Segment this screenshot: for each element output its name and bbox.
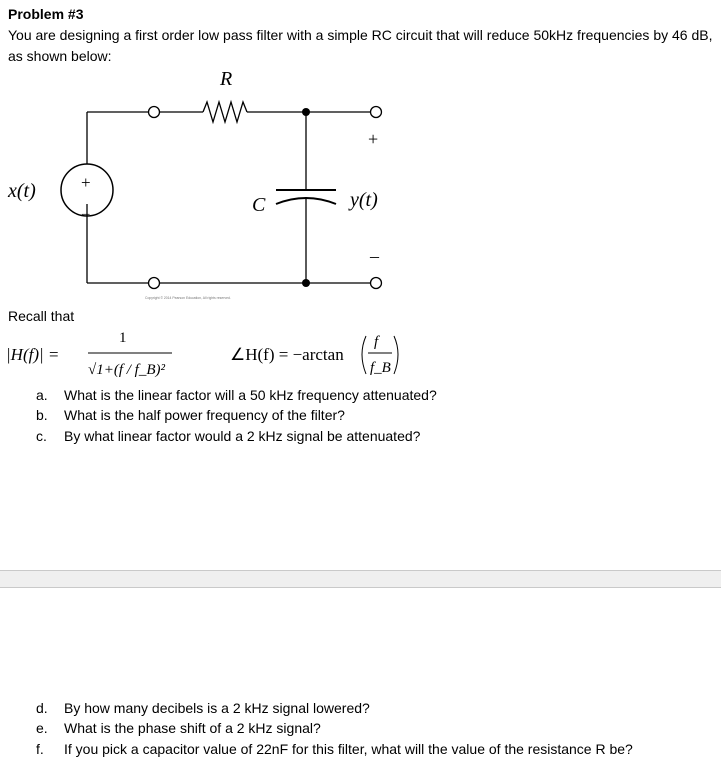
question-text: By what linear factor would a 2 kHz signal be attenuated? bbox=[64, 428, 421, 444]
question-b bbox=[36, 407, 345, 423]
magnitude-numerator: 1 bbox=[119, 330, 127, 346]
question-d bbox=[36, 700, 370, 716]
output-terminal-plus bbox=[371, 107, 382, 118]
question-text: What is the half power frequency of the filter? bbox=[64, 407, 345, 423]
question-letter: b. bbox=[36, 407, 48, 423]
output-plus-sign: + bbox=[368, 129, 379, 149]
source-plus-sign: + bbox=[81, 173, 91, 192]
question-text: If you pick a capacitor value of 22nF for this filter, what will the value of the resistance R be? bbox=[64, 741, 633, 757]
junction-node bbox=[302, 108, 310, 116]
phase-denominator: f_B bbox=[370, 360, 391, 376]
output-label: y(t) bbox=[350, 189, 378, 211]
input-label: x(t) bbox=[8, 180, 36, 202]
magnitude-formula-lhs: |H(f)| = bbox=[6, 345, 60, 364]
formula-block bbox=[0, 322, 420, 384]
page-divider bbox=[0, 570, 721, 588]
junction-node bbox=[302, 279, 310, 287]
output-minus-sign: – bbox=[370, 246, 379, 266]
resistor-label: R bbox=[220, 68, 233, 90]
question-letter: d. bbox=[36, 700, 48, 716]
source-minus-sign: – bbox=[82, 206, 90, 222]
question-letter: f. bbox=[36, 741, 44, 757]
terminal-node bbox=[149, 107, 160, 118]
capacitor-label: C bbox=[252, 194, 266, 216]
question-letter: e. bbox=[36, 720, 48, 736]
question-e bbox=[36, 720, 321, 736]
question-a bbox=[36, 387, 437, 403]
question-letter: c. bbox=[36, 428, 47, 444]
recall-label: Recall that bbox=[8, 308, 75, 324]
copyright-notice: Copyright © 2014 Pearson Education, All rights reserved. bbox=[145, 296, 231, 300]
output-terminal-minus bbox=[371, 278, 382, 289]
question-text: What is the linear factor will a 50 kHz frequency attenuated? bbox=[64, 387, 437, 403]
phase-numerator: f bbox=[374, 334, 379, 350]
terminal-node bbox=[149, 278, 160, 289]
question-text: By how many decibels is a 2 kHz signal lowered? bbox=[64, 700, 370, 716]
rc-circuit-diagram bbox=[0, 60, 420, 310]
problem-intro: You are designing a first order low pass filter with a simple RC circuit that will reduce 50kHz frequencies by 46 dB, as shown below: bbox=[8, 27, 713, 64]
question-text: What is the phase shift of a 2 kHz signal? bbox=[64, 720, 321, 736]
question-f bbox=[36, 741, 633, 757]
question-c bbox=[36, 428, 420, 444]
phase-formula-lhs: ∠H(f) = −arctan bbox=[230, 345, 344, 364]
resistor-symbol bbox=[203, 102, 247, 122]
problem-title: Problem #3 bbox=[8, 6, 84, 22]
question-letter: a. bbox=[36, 387, 48, 403]
magnitude-denominator: √1+(f / f_B)² bbox=[88, 362, 166, 378]
